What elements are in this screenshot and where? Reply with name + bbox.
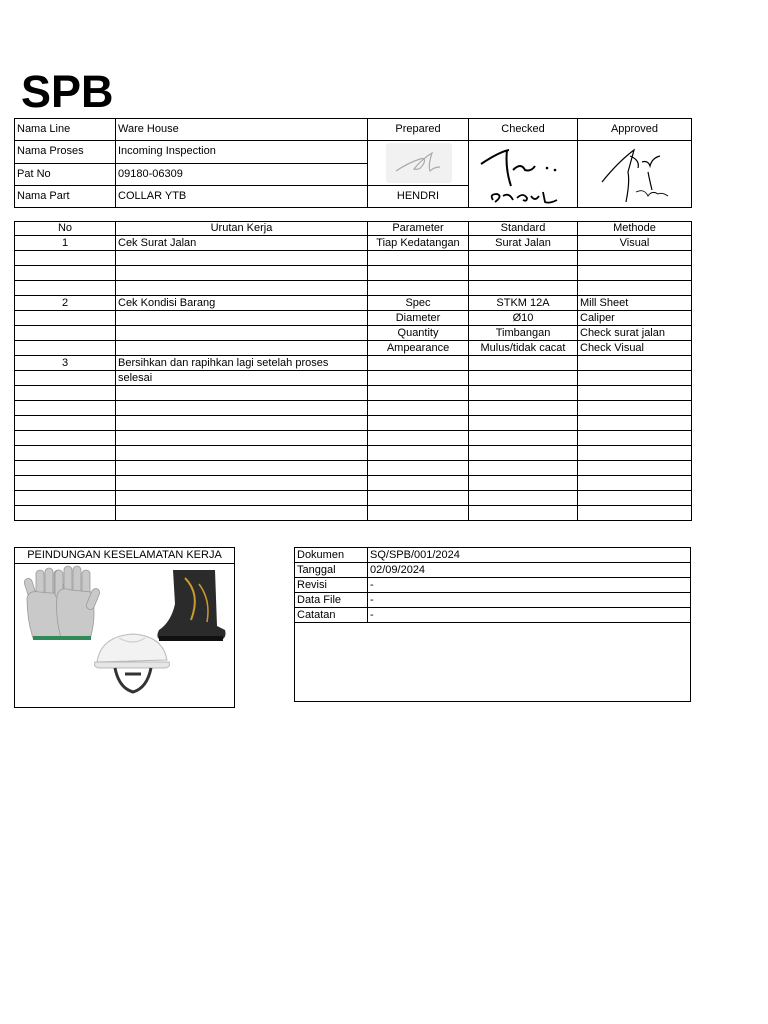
- doc-label: Dokumen: [295, 548, 368, 563]
- table-cell: [116, 431, 368, 446]
- table-cell: [15, 341, 116, 356]
- column-header: No: [15, 222, 116, 236]
- table-row: [15, 281, 692, 296]
- table-cell: [578, 491, 692, 506]
- table-cell: [578, 431, 692, 446]
- table-cell: [578, 386, 692, 401]
- table-cell: Mulus/tidak cacat: [469, 341, 578, 356]
- ppe-title: PEINDUNGAN KESELAMATAN KERJA: [15, 548, 234, 564]
- doc-label: Data File: [295, 593, 368, 608]
- table-cell: [368, 386, 469, 401]
- table-row: [15, 236, 692, 251]
- approved-signature: [578, 141, 692, 208]
- table-cell: [578, 371, 692, 386]
- header-label: Nama Part: [15, 186, 116, 208]
- prepared-name: HENDRI: [368, 186, 469, 208]
- table-row: [15, 356, 692, 371]
- table-cell: [15, 446, 116, 461]
- table-cell: [368, 371, 469, 386]
- table-cell: [578, 356, 692, 371]
- table-cell: [578, 476, 692, 491]
- column-header: Urutan Kerja: [116, 222, 368, 236]
- table-cell: [116, 311, 368, 326]
- table-row: [15, 326, 692, 341]
- table-row: [15, 341, 692, 356]
- table-cell: Diameter: [368, 311, 469, 326]
- doc-value: -: [368, 593, 691, 608]
- table-cell: Check surat jalan: [578, 326, 692, 341]
- table-cell: [116, 281, 368, 296]
- table-row: [15, 431, 692, 446]
- notes-area: [295, 623, 691, 702]
- table-cell: Cek Surat Jalan: [116, 236, 368, 251]
- table-cell: Bersihkan dan rapihkan lagi setelah proses: [116, 356, 368, 371]
- table-cell: [116, 461, 368, 476]
- table-cell: [469, 431, 578, 446]
- table-cell: [368, 476, 469, 491]
- gloves-icon: [23, 566, 101, 640]
- doc-value: -: [368, 578, 691, 593]
- table-cell: [469, 401, 578, 416]
- table-row: [15, 446, 692, 461]
- table-cell: [116, 416, 368, 431]
- header-label: Pat No: [15, 163, 116, 186]
- table-cell: [368, 506, 469, 521]
- table-cell: Ampearance: [368, 341, 469, 356]
- table-cell: [368, 251, 469, 266]
- table-cell: STKM 12A: [469, 296, 578, 311]
- doc-value: -: [368, 608, 691, 623]
- table-cell: [15, 326, 116, 341]
- table-cell: [578, 266, 692, 281]
- table-cell: [578, 461, 692, 476]
- table-row: [15, 296, 692, 311]
- table-row: [15, 476, 692, 491]
- table-cell: [116, 341, 368, 356]
- table-cell: [15, 431, 116, 446]
- header-value: Ware House: [116, 119, 368, 141]
- header-value: COLLAR YTB: [116, 186, 368, 208]
- table-cell: [15, 266, 116, 281]
- table-cell: Spec: [368, 296, 469, 311]
- table-cell: [368, 431, 469, 446]
- prepared-signature: [368, 141, 469, 186]
- header-label: Nama Line: [15, 119, 116, 141]
- approved-label: Approved: [578, 119, 692, 141]
- table-cell: [15, 386, 116, 401]
- table-cell: [368, 356, 469, 371]
- table-cell: [469, 446, 578, 461]
- table-cell: [116, 266, 368, 281]
- table-cell: [368, 491, 469, 506]
- table-cell: Quantity: [368, 326, 469, 341]
- table-row: [15, 266, 692, 281]
- doc-label: Tanggal: [295, 563, 368, 578]
- table-cell: Tiap Kedatangan: [368, 236, 469, 251]
- header-value: Incoming Inspection: [116, 141, 368, 164]
- helmet-icon: [95, 634, 170, 692]
- table-cell: [116, 446, 368, 461]
- table-cell: Mill Sheet: [578, 296, 692, 311]
- table-cell: [368, 446, 469, 461]
- table-cell: [116, 251, 368, 266]
- table-cell: [15, 491, 116, 506]
- table-cell: [116, 476, 368, 491]
- safety-boot-icon: [157, 570, 225, 641]
- table-cell: [578, 401, 692, 416]
- table-row: [15, 371, 692, 386]
- table-cell: Timbangan: [469, 326, 578, 341]
- table-cell: [15, 281, 116, 296]
- table-cell: [15, 476, 116, 491]
- table-cell: [116, 491, 368, 506]
- table-cell: [578, 446, 692, 461]
- prepared-label: Prepared: [368, 119, 469, 141]
- table-cell: 1: [15, 236, 116, 251]
- table-cell: Check Visual: [578, 341, 692, 356]
- table-row: [15, 311, 692, 326]
- table-cell: [578, 281, 692, 296]
- table-row: [15, 506, 692, 521]
- table-cell: [368, 401, 469, 416]
- table-cell: [15, 401, 116, 416]
- header-table: [14, 118, 692, 208]
- column-header: Standard: [469, 222, 578, 236]
- table-cell: [578, 251, 692, 266]
- table-cell: Visual: [578, 236, 692, 251]
- table-cell: [116, 326, 368, 341]
- table-row: [15, 491, 692, 506]
- checked-label: Checked: [469, 119, 578, 141]
- table-row: [15, 386, 692, 401]
- doc-value: SQ/SPB/001/2024: [368, 548, 691, 563]
- table-cell: [15, 416, 116, 431]
- header-label: Nama Proses: [15, 141, 116, 164]
- table-cell: 3: [15, 356, 116, 371]
- table-cell: Ø10: [469, 311, 578, 326]
- table-cell: [368, 266, 469, 281]
- table-cell: [469, 506, 578, 521]
- table-cell: selesai: [116, 371, 368, 386]
- doc-label: Revisi: [295, 578, 368, 593]
- table-cell: Caliper: [578, 311, 692, 326]
- doc-value: 02/09/2024: [368, 563, 691, 578]
- column-header: Methode: [578, 222, 692, 236]
- table-cell: [15, 506, 116, 521]
- table-cell: Surat Jalan: [469, 236, 578, 251]
- table-row: [15, 461, 692, 476]
- table-cell: [116, 401, 368, 416]
- table-cell: [469, 266, 578, 281]
- table-cell: [368, 281, 469, 296]
- table-cell: [469, 356, 578, 371]
- table-cell: [469, 371, 578, 386]
- doc-label: Catatan: [295, 608, 368, 623]
- table-cell: [15, 311, 116, 326]
- table-cell: [116, 506, 368, 521]
- ppe-panel: [14, 547, 235, 708]
- table-cell: [15, 371, 116, 386]
- table-cell: [469, 251, 578, 266]
- column-header: Parameter: [368, 222, 469, 236]
- table-cell: [15, 251, 116, 266]
- table-cell: [469, 476, 578, 491]
- table-cell: [469, 491, 578, 506]
- table-cell: [368, 461, 469, 476]
- table-cell: [469, 281, 578, 296]
- table-row: [15, 251, 692, 266]
- table-cell: [116, 386, 368, 401]
- table-cell: Cek Kondisi Barang: [116, 296, 368, 311]
- table-cell: [469, 461, 578, 476]
- table-cell: [368, 416, 469, 431]
- page-title: SPB: [21, 66, 114, 117]
- table-cell: [15, 461, 116, 476]
- table-cell: [469, 416, 578, 431]
- checked-signature: [469, 141, 578, 208]
- table-cell: 2: [15, 296, 116, 311]
- table-cell: [469, 386, 578, 401]
- header-value: 09180-06309: [116, 163, 368, 186]
- table-row: [15, 416, 692, 431]
- table-cell: [578, 416, 692, 431]
- table-cell: [578, 506, 692, 521]
- table-row: [15, 401, 692, 416]
- document-info-table: [294, 547, 691, 702]
- work-steps-table: [14, 221, 692, 521]
